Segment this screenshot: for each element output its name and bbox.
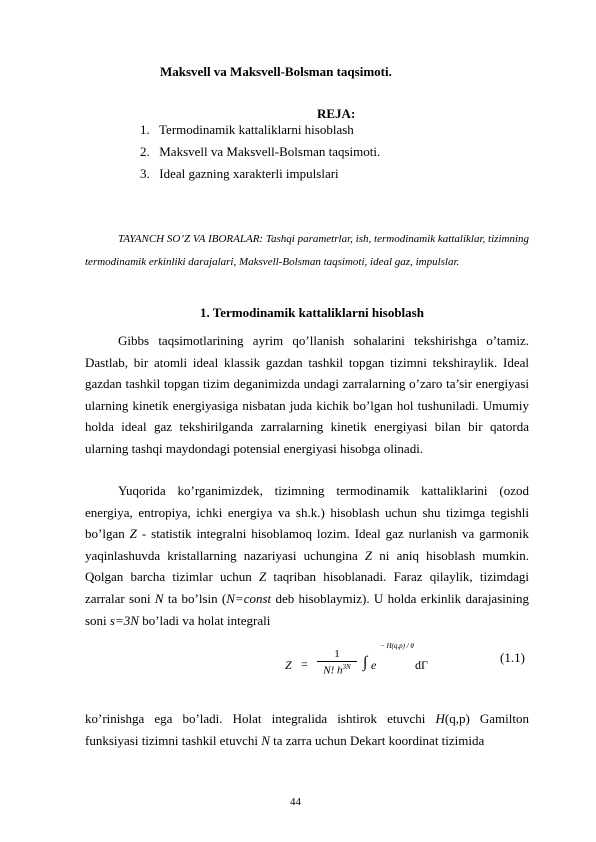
document-title: Maksvell va Maksvell-Bolsman taqsimoti. (160, 64, 392, 79)
paragraph-1 (85, 330, 529, 460)
math-symbol: Z (258, 569, 267, 585)
integral-sign: ∫ (363, 654, 368, 671)
text-run: taqriban hisoblanadi. Faraz qilaylik, tizimdagi zarralar soni (85, 569, 529, 606)
plan-item (140, 145, 380, 167)
paragraph-3 (85, 708, 529, 751)
text-run: ni aniq hisoblash mumkin. Qolgan barcha tizimlar uchun (85, 547, 529, 585)
formula-1-1 (285, 640, 445, 686)
text-run: Yuqorida ko’rganimizdek, tizimning termodinamik kattaliklarini (ozod energiya, entropiya, ichki energiya va sh.k.) hisoblash uchun shu tizimga tegishli bo’lgan (85, 483, 529, 542)
text-run: deb hisoblaymiz). U holda erkinlik darajasining soni (85, 590, 529, 628)
math-symbol: H (435, 711, 445, 726)
plan-list (140, 123, 380, 189)
plan-item (140, 167, 380, 189)
keywords-paragraph: TAYANCH SO’Z VA IBORALAR: Tashqi parametrlar, ish, termodinamik kattaliklar, tizimning termodinamik erkinliki darajalari, Maksvell-Bolsman taqsimoti, ideal gaz, impulslar. (85, 233, 529, 268)
formula-exponent: − H(q,p) / θ (380, 642, 414, 650)
formula-equals: = (301, 657, 308, 671)
text-run: ko’rinishga ega bo’ladi. Holat integralida ishtirok etuvchi (85, 711, 436, 726)
page-number: 44 (290, 796, 301, 808)
paragraph-text (85, 480, 529, 631)
math-symbol: Z (129, 526, 137, 542)
plan-item-number: 2. (140, 144, 150, 159)
plan-item-text: Ideal gazning xarakterli impulslari (159, 166, 339, 181)
fraction-bar (317, 661, 357, 662)
math-symbol: N=const (226, 590, 272, 606)
text-run: ta bo’lsin ( (163, 590, 227, 606)
paragraph-text: Gibbs taqsimotlarining ayrim qo’llanish sohalarini tekshirishga o’tamiz. Dastlab, bir atomli ideal klassik gazdan tashkil topgan tizimni tekshiraylik. Ideal gazdan tashkil topgan tizim deganimizda undagi zarralarning o’zaro ta’sir energiyasi ularning kinetik energiyasiga nisbatan juda kichik bo’lgan hol tushuniladi. Umumiy holda ideal gaz tekshirilganda zarralarning kinetik energiyasi bilan bir qatorda ularning tashqi maydondagi potensial energiyasi hisobga olinadi. (85, 333, 529, 456)
math-symbol: Z (364, 547, 373, 563)
section-title: 1. Termodinamik kattaliklarni hisoblash (200, 305, 424, 320)
text-run: - statistik integralni hisoblamoq lozim. Ideal gaz nurlanish va garmonik yaqinlashuvda kristallarning nazariyasi uchungina (85, 526, 530, 563)
plan-item (140, 123, 380, 145)
text-run: (q,p) Gamilton funksiyasi tizimni tashkil etuvchi (85, 711, 530, 748)
text-run: bo’ladi va holat integrali (138, 612, 271, 628)
math-symbol: N (154, 590, 164, 606)
formula-denominator (317, 663, 357, 677)
paragraph-2 (85, 480, 529, 631)
formula-fraction (317, 648, 357, 677)
formula-differential: dΓ (415, 658, 428, 672)
plan-item-text: Termodinamik kattaliklarni hisoblash (159, 122, 354, 137)
plan-item-number: 1. (140, 122, 150, 137)
plan-item-number: 3. (140, 166, 150, 181)
plan-heading: REJA: (317, 106, 356, 121)
formula-numerator: 1 (334, 648, 340, 660)
math-symbol: s=3N (109, 612, 139, 628)
plan-item-text: Maksvell va Maksvell-Bolsman taqsimoti. (159, 144, 381, 159)
equation-number: (1.1) (500, 650, 525, 665)
paragraph-text (85, 708, 529, 751)
denominator-text: N! h (323, 664, 343, 677)
math-symbol: N (261, 732, 270, 748)
text-run: ta zarra uchun Dekart koordinat tizimida (269, 732, 485, 748)
formula-lhs: Z (285, 658, 292, 672)
denominator-power: 3N (342, 663, 351, 671)
formula-exp-base: e (371, 658, 377, 672)
